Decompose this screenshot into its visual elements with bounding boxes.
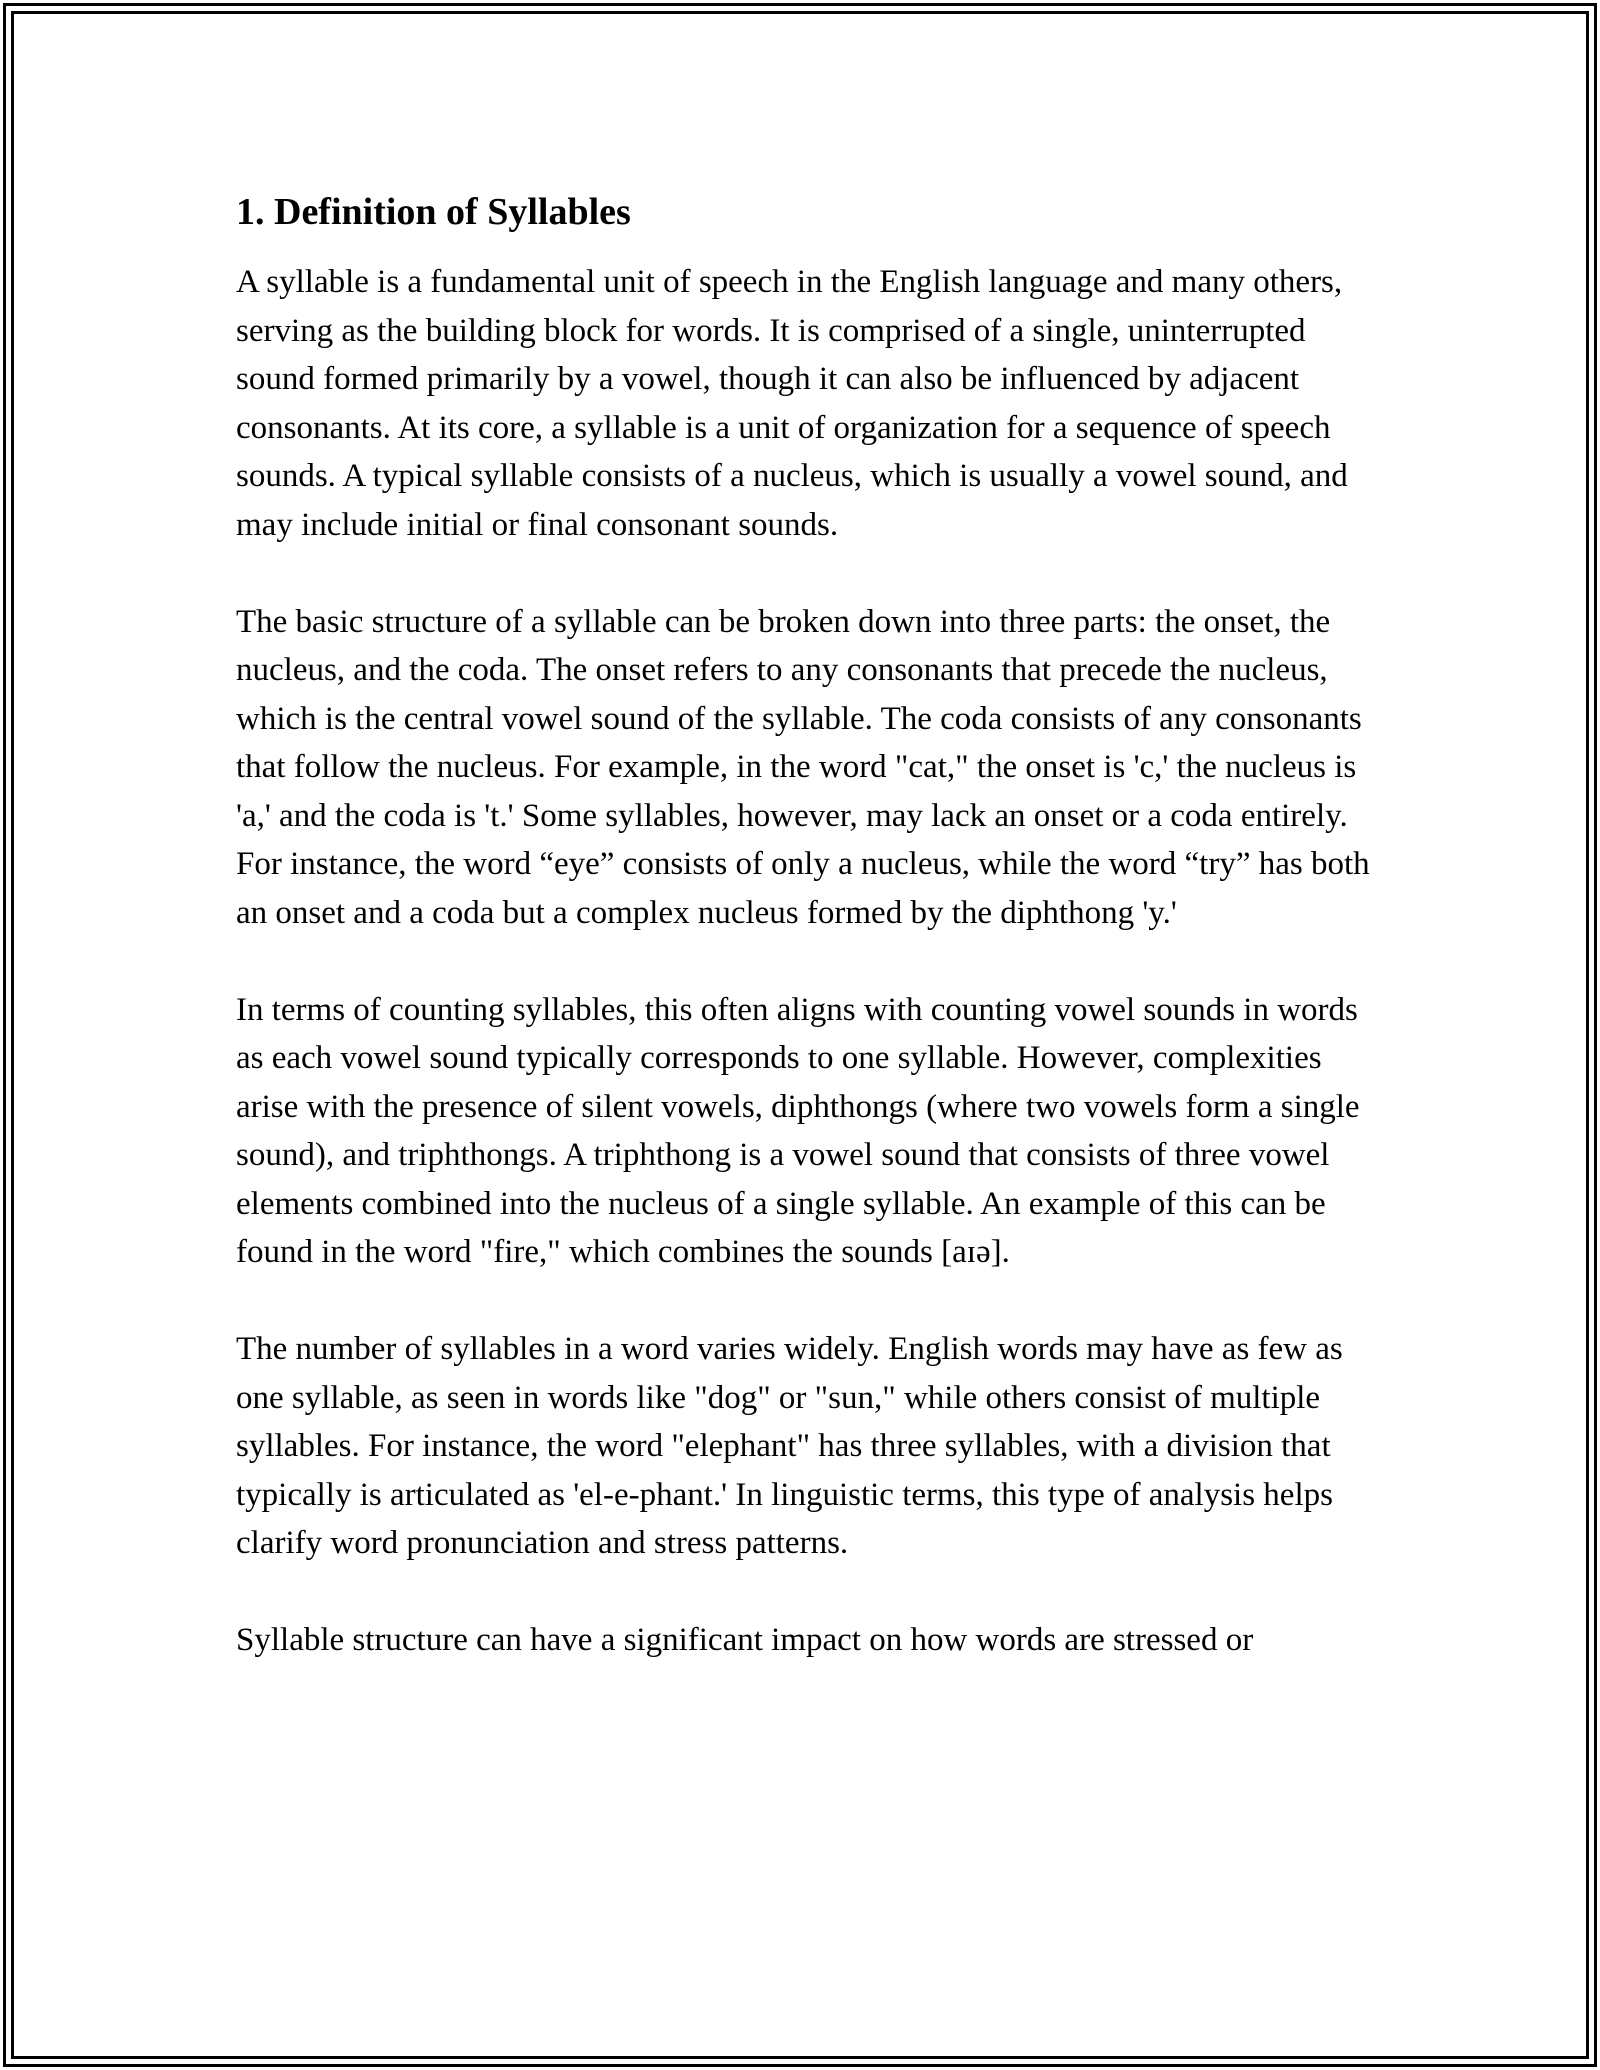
- paragraph-1: A syllable is a fundamental unit of speech in the English language and many others, serving as the building block for words. It is comprised of a single, uninterrupted sound formed primarily by a vowel, though it can also be influenced by adjacent consonants. At its core, a syllable is a unit of organization for a sequence of speech sounds. A typical syllable consists of a nucleus, which is usually a vowel sound, and may include initial or final consonant sounds.: [236, 264, 1348, 543]
- paragraph-2: The basic structure of a syllable can be broken down into three parts: the onset, the nucleus, and the coda. The onset refers to any consonants that precede the nucleus, which is the central vowel sound of the syllable. The coda consists of any consonants that follow the nucleus. For example, in the word "cat," the onset is 'c,' the nucleus is 'a,' and the coda is 't.' Some syllables, however, may lack an onset or a coda entirely. For instance, the word “eye” consists of only a nucleus, while the word “try” has both an onset and a coda but a complex nucleus formed by the diphthong 'y.': [236, 603, 1370, 931]
- document-body: [236, 186, 1386, 1665]
- paragraph-3: In terms of counting syllables, this often aligns with counting vowel sounds in words as each vowel sound typically corresponds to one syllable. However, complexities arise with the presence of silent vowels, diphthongs (where two vowels form a single sound), and triphthongs. A triphthong is a vowel sound that consists of three vowel elements combined into the nucleus of a single syllable. An example of this can be found in the word "fire," which combines the sounds [aɪə].: [236, 991, 1360, 1270]
- paragraph-5: Syllable structure can have a significant impact on how words are stressed or: [236, 1622, 1254, 1658]
- paragraph-4: The number of syllables in a word varies widely. English words may have as few as one syllable, as seen in words like "dog" or "sun," while others consist of multiple syllables. For instance, the word "elephant" has three syllables, with a division that typically is articulated as 'el-e-phant.' In linguistic terms, this type of analysis helps clarify word pronunciation and stress patterns.: [236, 1331, 1343, 1561]
- section-heading: 1. Definition of Syllables: [236, 191, 631, 233]
